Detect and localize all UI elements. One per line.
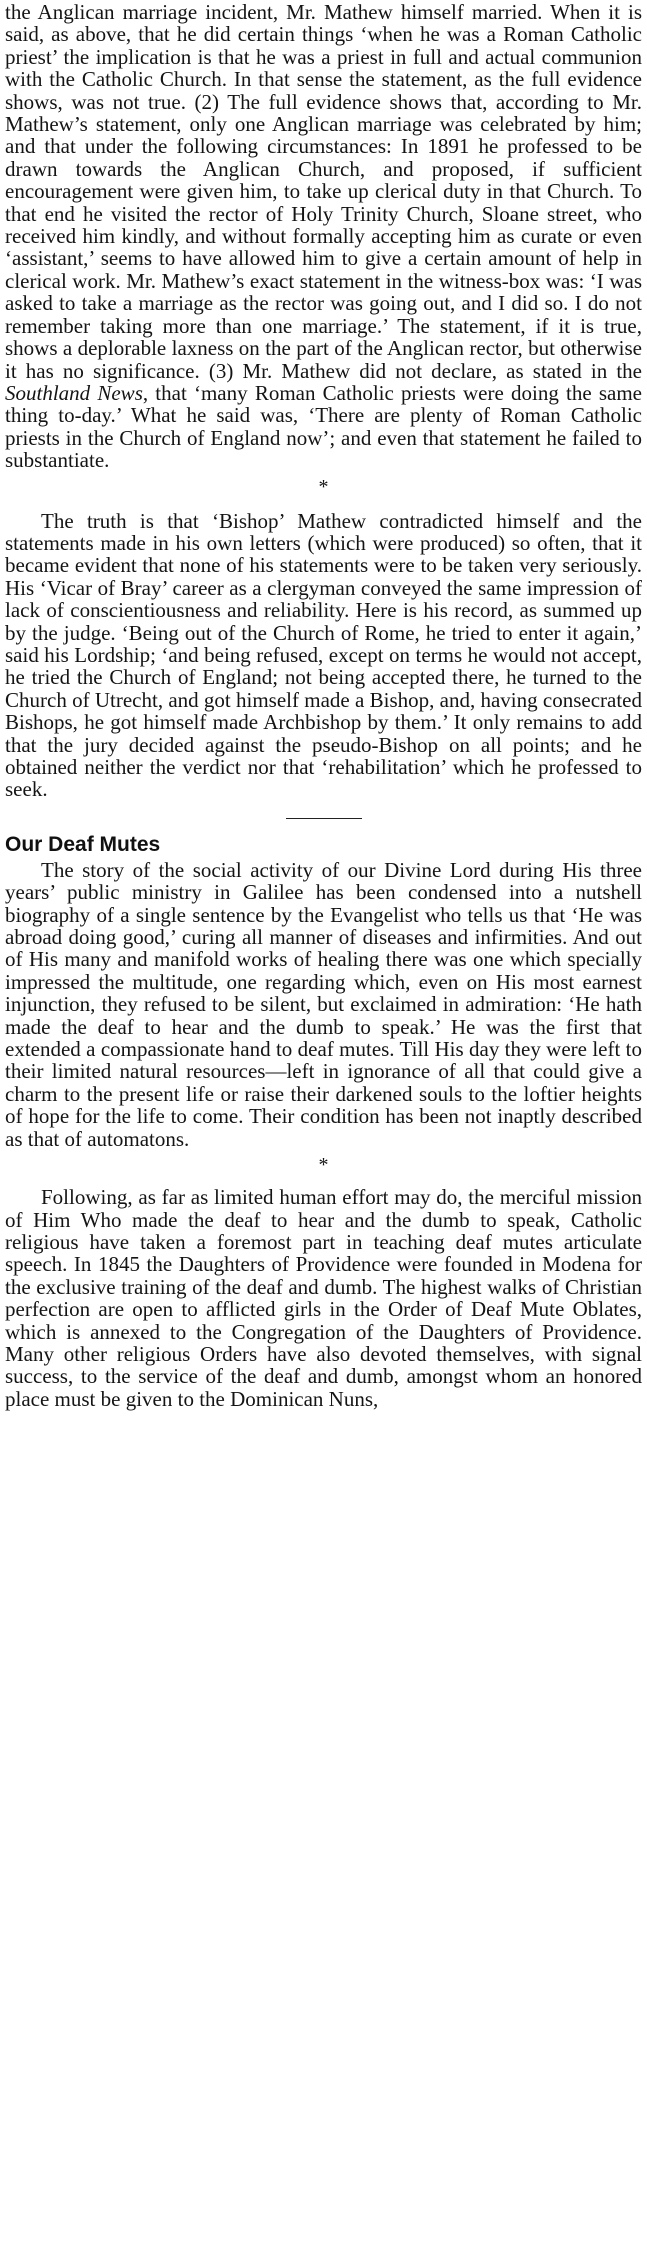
article-paragraph-4: Following, as far as limited human effort may do, the merciful mission of Him Who made the deaf to hear and the dumb to speak, Catholic religious have taken a foremost part in teaching deaf mutes articulate speech. In 1845 the Daughters of Providence were founded in Modena for the exclusive training of the deaf and dumb. The highest walks of Christian perfection are open to afflicted girls in the Order of Deaf Mute Oblates, which is annexed to the Congregation of the Daughters of Providence. Many other religious Orders have also devoted themselves, with signal success, to the service of the deaf and dumb, amongst whom an honored place must be given to the Dominican Nuns, [5,1185,642,1411]
newspaper-column [0,1,647,2248]
article-paragraph-3: The story of the social activity of our Divine Lord during His three years’ public ministry in Galilee has been condensed into a nutshell biography of a single sentence by the Evangelist who tells us that ‘He was abroad doing good,’ curing all manner of diseases and infirmities. And out of His many and manifold works of healing there was one which specially impressed the multitude, one regarding which, even on His most earnest injunction, they refused to be silent, but exclaimed in admiration: ‘He hath made the deaf to hear and the dumb to speak.’ He was the first that extended a compassionate hand to deaf mutes. Till His day they were left to their limited natural resources—left in ignorance of all that could give a charm to the present life or raise their darkened souls to the loftier heights of hope for the life to come. Their condition has been not inaptly described as that of automatons. [5,857,642,1151]
paragraph-1-text: the Anglican marriage incident, Mr. Mathew himself married. When it is said, as above, that he did certain things ‘when he was a Roman Catholic priest’ the implication is that he was a priest in full and actual communion with the Catholic Church. In that sense the statement, as the full evidence shows, was not true. (2) The full evidence shows that, according to Mr. Mathew’s statement, only one Anglican marriage was celebrated by him; and that under the following circumstances: In 1891 he professed to be drawn towards the Anglican Church, and proposed, if sufficient encouragement were given him, to take up clerical duty in that Church. To that end he visited the rector of Holy Trinity Church, Sloane street, who received him kindly, and without formally accepting him as curate or even ‘assistant,’ seems to have allowed him to give a certain amount of help in clerical work. Mr. Mathew’s exact statement in the witness-box was: ‘I was asked to take a marriage as the rector was going out, and I did so. I do not remember taking more than one marriage.’ The statement, if it is true, shows a deplorable laxness on the part of the Anglican rector, but otherwise it has no significance. (3) Mr. Mathew did not declare, as stated in the [5,0,642,383]
section-divider-rule [286,818,362,819]
article-paragraph-2: The truth is that ‘Bishop’ Mathew contradicted himself and the statements made in his own letters (which were produced) so often, that it became evident that none of his statements were to be taken very seriously. His ‘Vicar of Bray’ career as a clergyman conveyed the same impression of lack of conscientiousness and reliability. Here is his record, as summed up by the judge. ‘Being out of the Church of Rome, he tried to enter it again,’ said his Lordship; ‘and being refused, except on terms he would not accept, he tried the Church of England; not being accepted there, he turned to the Church of Utrecht, and got himself made a Bishop, and, having consecrated Bishops, he got himself made Archbishop by them.’ It only remains to add that the jury decided against the pseudo-Bishop on all points; and he obtained neither the verdict nor that ‘rehabilitation’ which he professed to seek. [5,508,642,802]
section-separator-asterisk: * [318,475,329,498]
publication-name: Southland News [5,380,143,405]
section-separator-asterisk: * [318,1154,329,1177]
article-paragraph-1 [5,1,642,472]
section-heading: Our Deaf Mutes [5,832,161,856]
paragraph-1-text-end: , that ‘many Roman Catholic priests were doing the same thing to-day.’ What he said was, ‘There are plenty of Roman Catholic priests in the Church of England now’; and even that statement he failed to substantiate. [5,380,643,473]
